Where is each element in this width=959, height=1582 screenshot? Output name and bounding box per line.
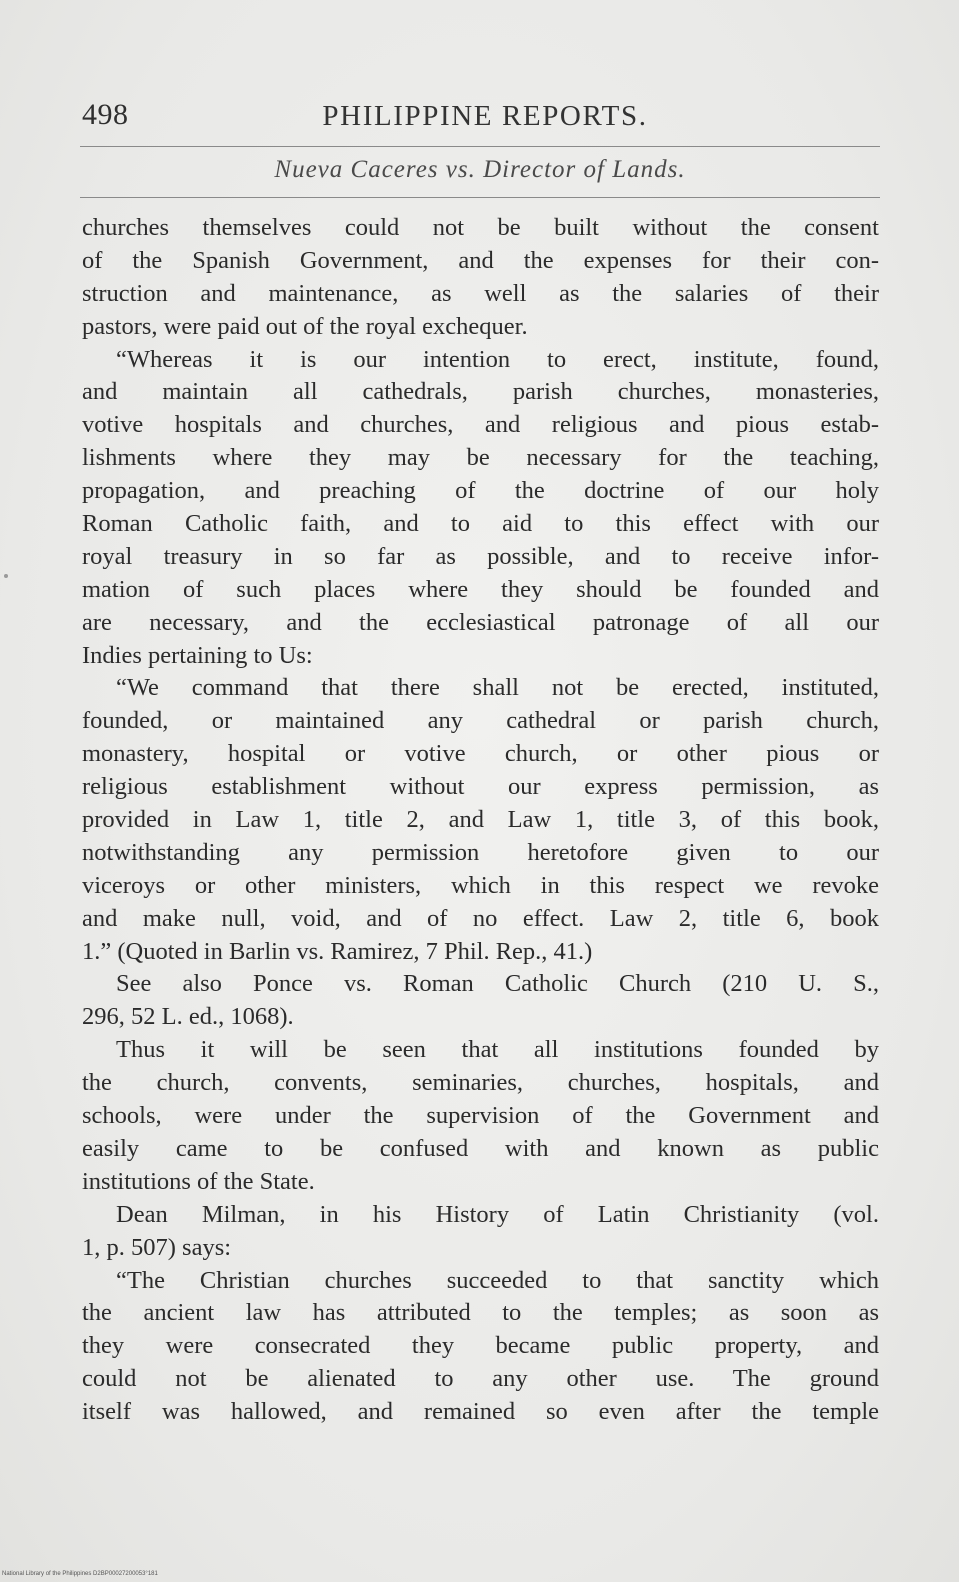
body-line: “Whereas it is our intention to erect, institute, found, xyxy=(116,345,879,373)
scan-credit: National Library of the Philippines D2BP00027200053°181 xyxy=(2,1571,158,1577)
scan-speck xyxy=(4,574,8,578)
body-text xyxy=(82,212,879,1429)
case-title: Nueva Caceres vs. Director of Lands. xyxy=(274,156,686,183)
body-line: provided in Law 1, title 2, and Law 1, title 3, of this book, xyxy=(82,806,879,834)
body-line: schools, were under the supervision of the Government and xyxy=(82,1102,879,1130)
body-line: the church, convents, seminaries, churches, hospitals, and xyxy=(82,1069,879,1097)
body-line: 1.” (Quoted in Barlin vs. Ramirez, 7 Phil. Rep., 41.) xyxy=(82,937,593,965)
body-line: churches themselves could not be built without the consent xyxy=(82,214,879,241)
body-line: “We command that there shall not be erected, instituted, xyxy=(116,674,879,702)
body-line: royal treasury in so far as possible, and to receive infor- xyxy=(82,542,879,570)
running-title: PHILIPPINE REPORTS. xyxy=(322,100,648,132)
body-line: See also Ponce vs. Roman Catholic Church (210 U. S., xyxy=(116,970,879,998)
body-line: are necessary, and the ecclesiastical patronage of all our xyxy=(82,608,879,636)
body-line: easily came to be confused with and known as public xyxy=(82,1134,879,1162)
body-line: they were consecrated they became public property, and xyxy=(82,1332,879,1360)
body-line: of the Spanish Government, and the expenses for their con- xyxy=(82,246,879,274)
body-line: votive hospitals and churches, and religious and pious estab- xyxy=(82,411,879,439)
body-line: Indies pertaining to Us: xyxy=(82,641,313,669)
page-number: 498 xyxy=(82,98,129,131)
body-line: could not be alienated to any other use. The ground xyxy=(82,1365,879,1393)
body-line: monastery, hospital or votive church, or other pious or xyxy=(82,740,879,768)
body-line: Thus it will be seen that all institutions founded by xyxy=(116,1036,879,1064)
body-line: institutions of the State. xyxy=(82,1167,315,1195)
body-line: religious establishment without our express permission, as xyxy=(82,773,879,801)
body-line: struction and maintenance, as well as the salaries of their xyxy=(82,279,879,307)
body-line: the ancient law has attributed to the temples; as soon as xyxy=(82,1299,879,1327)
body-line: propagation, and preaching of the doctrine of our holy xyxy=(82,477,879,505)
body-line: and make null, void, and of no effect. Law 2, title 6, book xyxy=(82,904,879,932)
body-line: founded, or maintained any cathedral or parish church, xyxy=(82,707,879,735)
body-line: Dean Milman, in his History of Latin Christianity (vol. xyxy=(116,1200,879,1228)
body-line: viceroys or other ministers, which in this respect we revoke xyxy=(82,871,879,899)
body-line: 1, p. 507) says: xyxy=(82,1233,232,1261)
body-line: “The Christian churches succeeded to that sanctity which xyxy=(116,1266,879,1294)
body-line: itself was hallowed, and remained so even after the temple xyxy=(82,1398,879,1426)
body-line: mation of such places where they should be founded and xyxy=(82,575,879,603)
body-line: lishments where they may be necessary for the teaching, xyxy=(82,444,879,472)
body-line: and maintain all cathedrals, parish churches, monasteries, xyxy=(82,378,879,406)
body-line: Roman Catholic faith, and to aid to this effect with our xyxy=(82,510,879,538)
body-line: 296, 52 L. ed., 1068). xyxy=(82,1003,294,1031)
page-header xyxy=(80,98,880,142)
header-rule-bottom xyxy=(80,197,880,198)
body-line: notwithstanding any permission heretofore given to our xyxy=(82,838,879,866)
body-line: pastors, were paid out of the royal exchequer. xyxy=(82,312,528,340)
header-rule-top xyxy=(80,146,880,147)
